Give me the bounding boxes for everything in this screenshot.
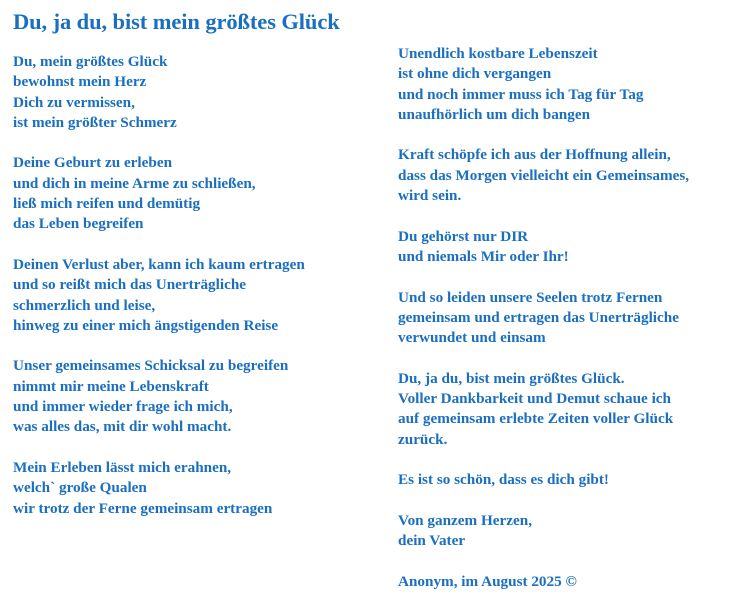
poem-line: nimmt mir meine Lebenskraft — [13, 377, 209, 395]
stanza — [398, 227, 689, 268]
poem-line: Kraft schöpfe ich aus der Hoffnung allein, — [398, 146, 671, 164]
poem-line: Du, ja du, bist mein größtes Glück. — [398, 369, 625, 387]
poem-line: gemeinsam und ertragen das Unerträgliche — [398, 308, 679, 326]
stanza — [398, 44, 689, 125]
poem-line: auf gemeinsam erlebte Zeiten voller Glück — [398, 410, 674, 428]
poem-line: unaufhörlich um dich bangen — [398, 105, 591, 123]
stanza — [13, 458, 305, 519]
poem-line: und immer wieder frage ich mich, — [13, 398, 233, 416]
poem-line: Und so leiden unsere Seelen trotz Fernen — [398, 288, 663, 306]
poem-line: ist ohne dich vergangen — [398, 65, 552, 83]
right-column — [398, 44, 689, 612]
poem-line: Mein Erleben lässt mich erahnen, — [13, 458, 232, 476]
stanza — [398, 145, 689, 206]
poem-line: Du, mein größtes Glück — [13, 53, 168, 70]
poem-line: ließ mich reifen und demütig — [13, 195, 201, 213]
poem-line: dein Vater — [398, 532, 466, 550]
stanza — [398, 369, 689, 450]
poem-line: wir trotz der Ferne gemeinsam ertragen — [13, 499, 273, 517]
poem-line: Unser gemeinsames Schicksal zu begreifen — [13, 357, 289, 375]
poem-line: Anonym, im August 2025 © — [398, 572, 577, 590]
poem-line: was alles das, mit dir wohl macht. — [13, 418, 232, 436]
poem-line: verwundet und einsam — [398, 329, 546, 347]
stanza — [398, 572, 689, 592]
poem-line: Deinen Verlust aber, kann ich kaum ertragen — [13, 255, 305, 273]
left-column — [13, 52, 305, 539]
stanza — [13, 52, 305, 133]
poem-title: Du, ja du, bist mein größtes Glück — [13, 9, 340, 34]
poem-line: dass das Morgen vielleicht ein Gemeinsames, — [398, 166, 690, 184]
poem-line: hinweg zu einer mich ängstigenden Reise — [13, 316, 279, 334]
stanza — [13, 356, 305, 437]
poem-line: und niemals Mir oder Ihr! — [398, 247, 569, 265]
poem-line: wird sein. — [398, 187, 462, 205]
stanza — [398, 470, 689, 490]
poem-line: Deine Geburt zu erleben — [13, 154, 173, 172]
stanza — [398, 511, 689, 552]
poem-line: das Leben begreifen — [13, 215, 144, 233]
poem-line: Es ist so schön, dass es dich gibt! — [398, 471, 609, 489]
poem-line: Dich zu vermissen, — [13, 93, 135, 111]
poem-line: und so reißt mich das Unerträgliche — [13, 276, 247, 294]
poem-line: ist mein größter Schmerz — [13, 113, 177, 131]
stanza — [13, 255, 305, 336]
poem-line: Von ganzem Herzen, — [398, 511, 532, 529]
poem-line: welch` große Qualen — [13, 479, 147, 497]
stanza — [398, 288, 689, 349]
poem-line: Du gehörst nur DIR — [398, 227, 529, 245]
poem-line: Unendlich kostbare Lebenszeit — [398, 45, 598, 62]
poem-line: Voller Dankbarkeit und Demut schaue ich — [398, 390, 671, 408]
poem-line: und dich in meine Arme zu schließen, — [13, 174, 256, 192]
poem-line: bewohnst mein Herz — [13, 73, 147, 91]
poem-line: schmerzlich und leise, — [13, 296, 156, 314]
poem-line: zurück. — [398, 430, 448, 448]
stanza — [13, 153, 305, 234]
poem-line: und noch immer muss ich Tag für Tag — [398, 85, 644, 103]
